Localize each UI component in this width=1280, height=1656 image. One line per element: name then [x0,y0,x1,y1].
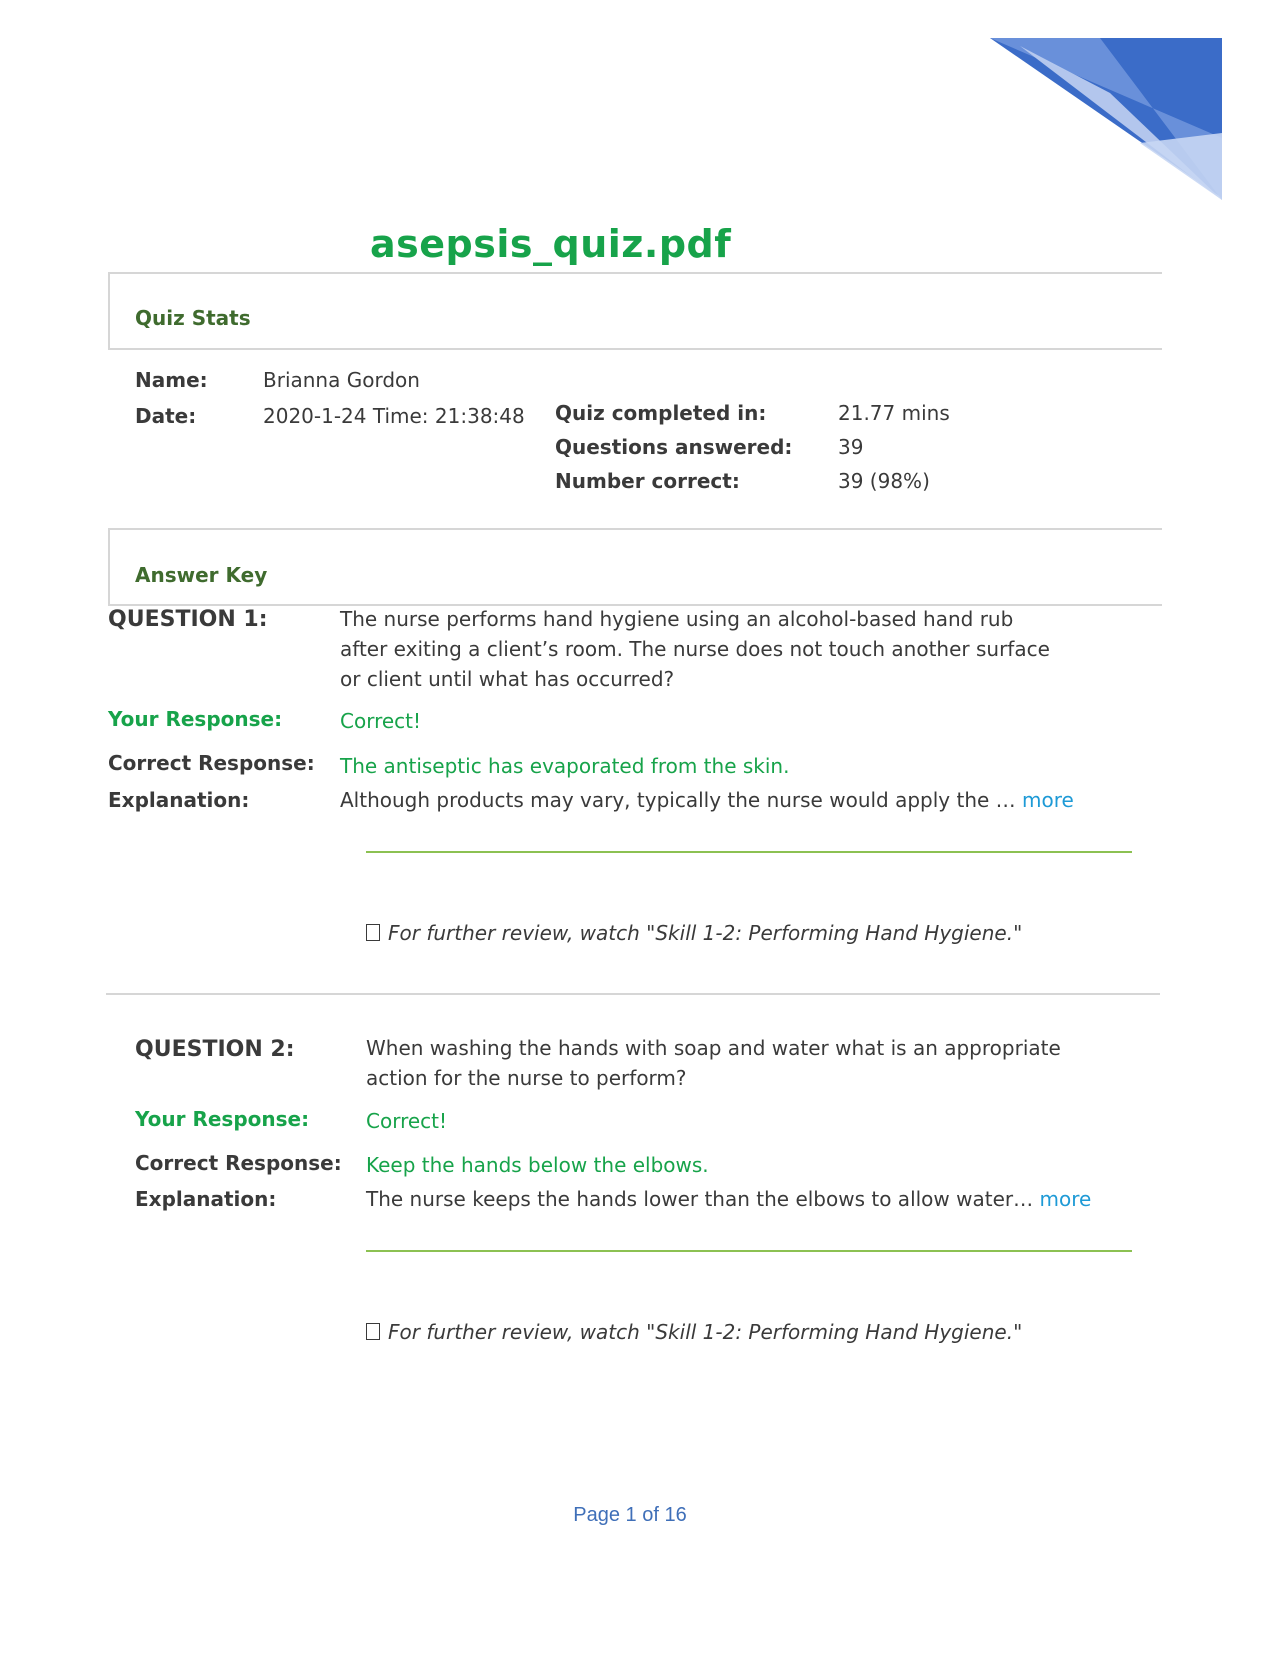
date-value: 2020-1-24 Time: 21:38:48 [263,404,525,428]
question-1-review-text: For further review, watch "Skill 1-2: Performing Hand Hygiene." [388,921,1023,945]
corner-decoration [990,38,1222,200]
missing-glyph-icon [366,1323,380,1340]
answered-label: Questions answered: [555,435,793,459]
question-2-your-response: Correct! [366,1109,448,1133]
quiz-stats-header-box [108,272,1162,350]
name-label: Name: [135,368,208,392]
quiz-stats-heading: Quiz Stats [135,306,251,330]
question-1-your-response-label: Your Response: [108,707,283,731]
correct-count-label: Number correct: [555,469,740,493]
question-2-number: QUESTION 2: [135,1037,295,1062]
question-1-divider [366,851,1132,853]
question-2-explanation [366,1187,1091,1211]
question-2-your-response-label: Your Response: [135,1107,310,1131]
question-separator [106,993,1160,995]
correct-count-value: 39 (98%) [838,469,930,493]
answered-value: 39 [838,435,864,459]
question-2-review-text: For further review, watch "Skill 1-2: Performing Hand Hygiene." [388,1320,1023,1344]
question-1-more-link[interactable]: more [1022,788,1074,812]
question-1-your-response: Correct! [340,709,422,733]
question-1-text: The nurse performs hand hygiene using an alcohol-based hand rub after exiting a client’s room. The nurse does not touch another surface or client until what has occurred? [340,607,1050,691]
completed-value: 21.77 mins [838,401,950,425]
question-1-review [366,921,1022,945]
question-1-correct-response-label: Correct Response: [108,751,315,775]
question-2-more-link[interactable]: more [1039,1187,1092,1211]
question-2-text: When washing the hands with soap and water what is an appropriate action for the nurse to perform? [366,1036,1061,1090]
missing-glyph-icon [366,924,380,941]
question-2-divider [366,1250,1132,1252]
document-title: asepsis_quiz.pdf [370,222,732,266]
question-2-review [366,1320,1022,1344]
question-1-correct-response: The antiseptic has evaporated from the skin. [340,754,790,778]
question-1-number: QUESTION 1: [108,607,268,632]
question-2-explanation-label: Explanation: [135,1187,277,1211]
date-label: Date: [135,404,197,428]
name-value: Brianna Gordon [263,368,420,392]
question-1-explanation-text: Although products may vary, typically the nurse would apply the … [340,788,1016,812]
completed-label: Quiz completed in: [555,401,767,425]
page-footer: Page 1 of 16 [573,1504,687,1526]
question-2-correct-response: Keep the hands below the elbows. [366,1153,709,1177]
answer-key-heading: Answer Key [135,563,268,587]
question-1-explanation [340,788,1074,812]
question-1-explanation-label: Explanation: [108,788,250,812]
question-2-correct-response-label: Correct Response: [135,1151,342,1175]
question-2-explanation-text: The nurse keeps the hands lower than the elbows to allow water… [366,1187,1034,1211]
